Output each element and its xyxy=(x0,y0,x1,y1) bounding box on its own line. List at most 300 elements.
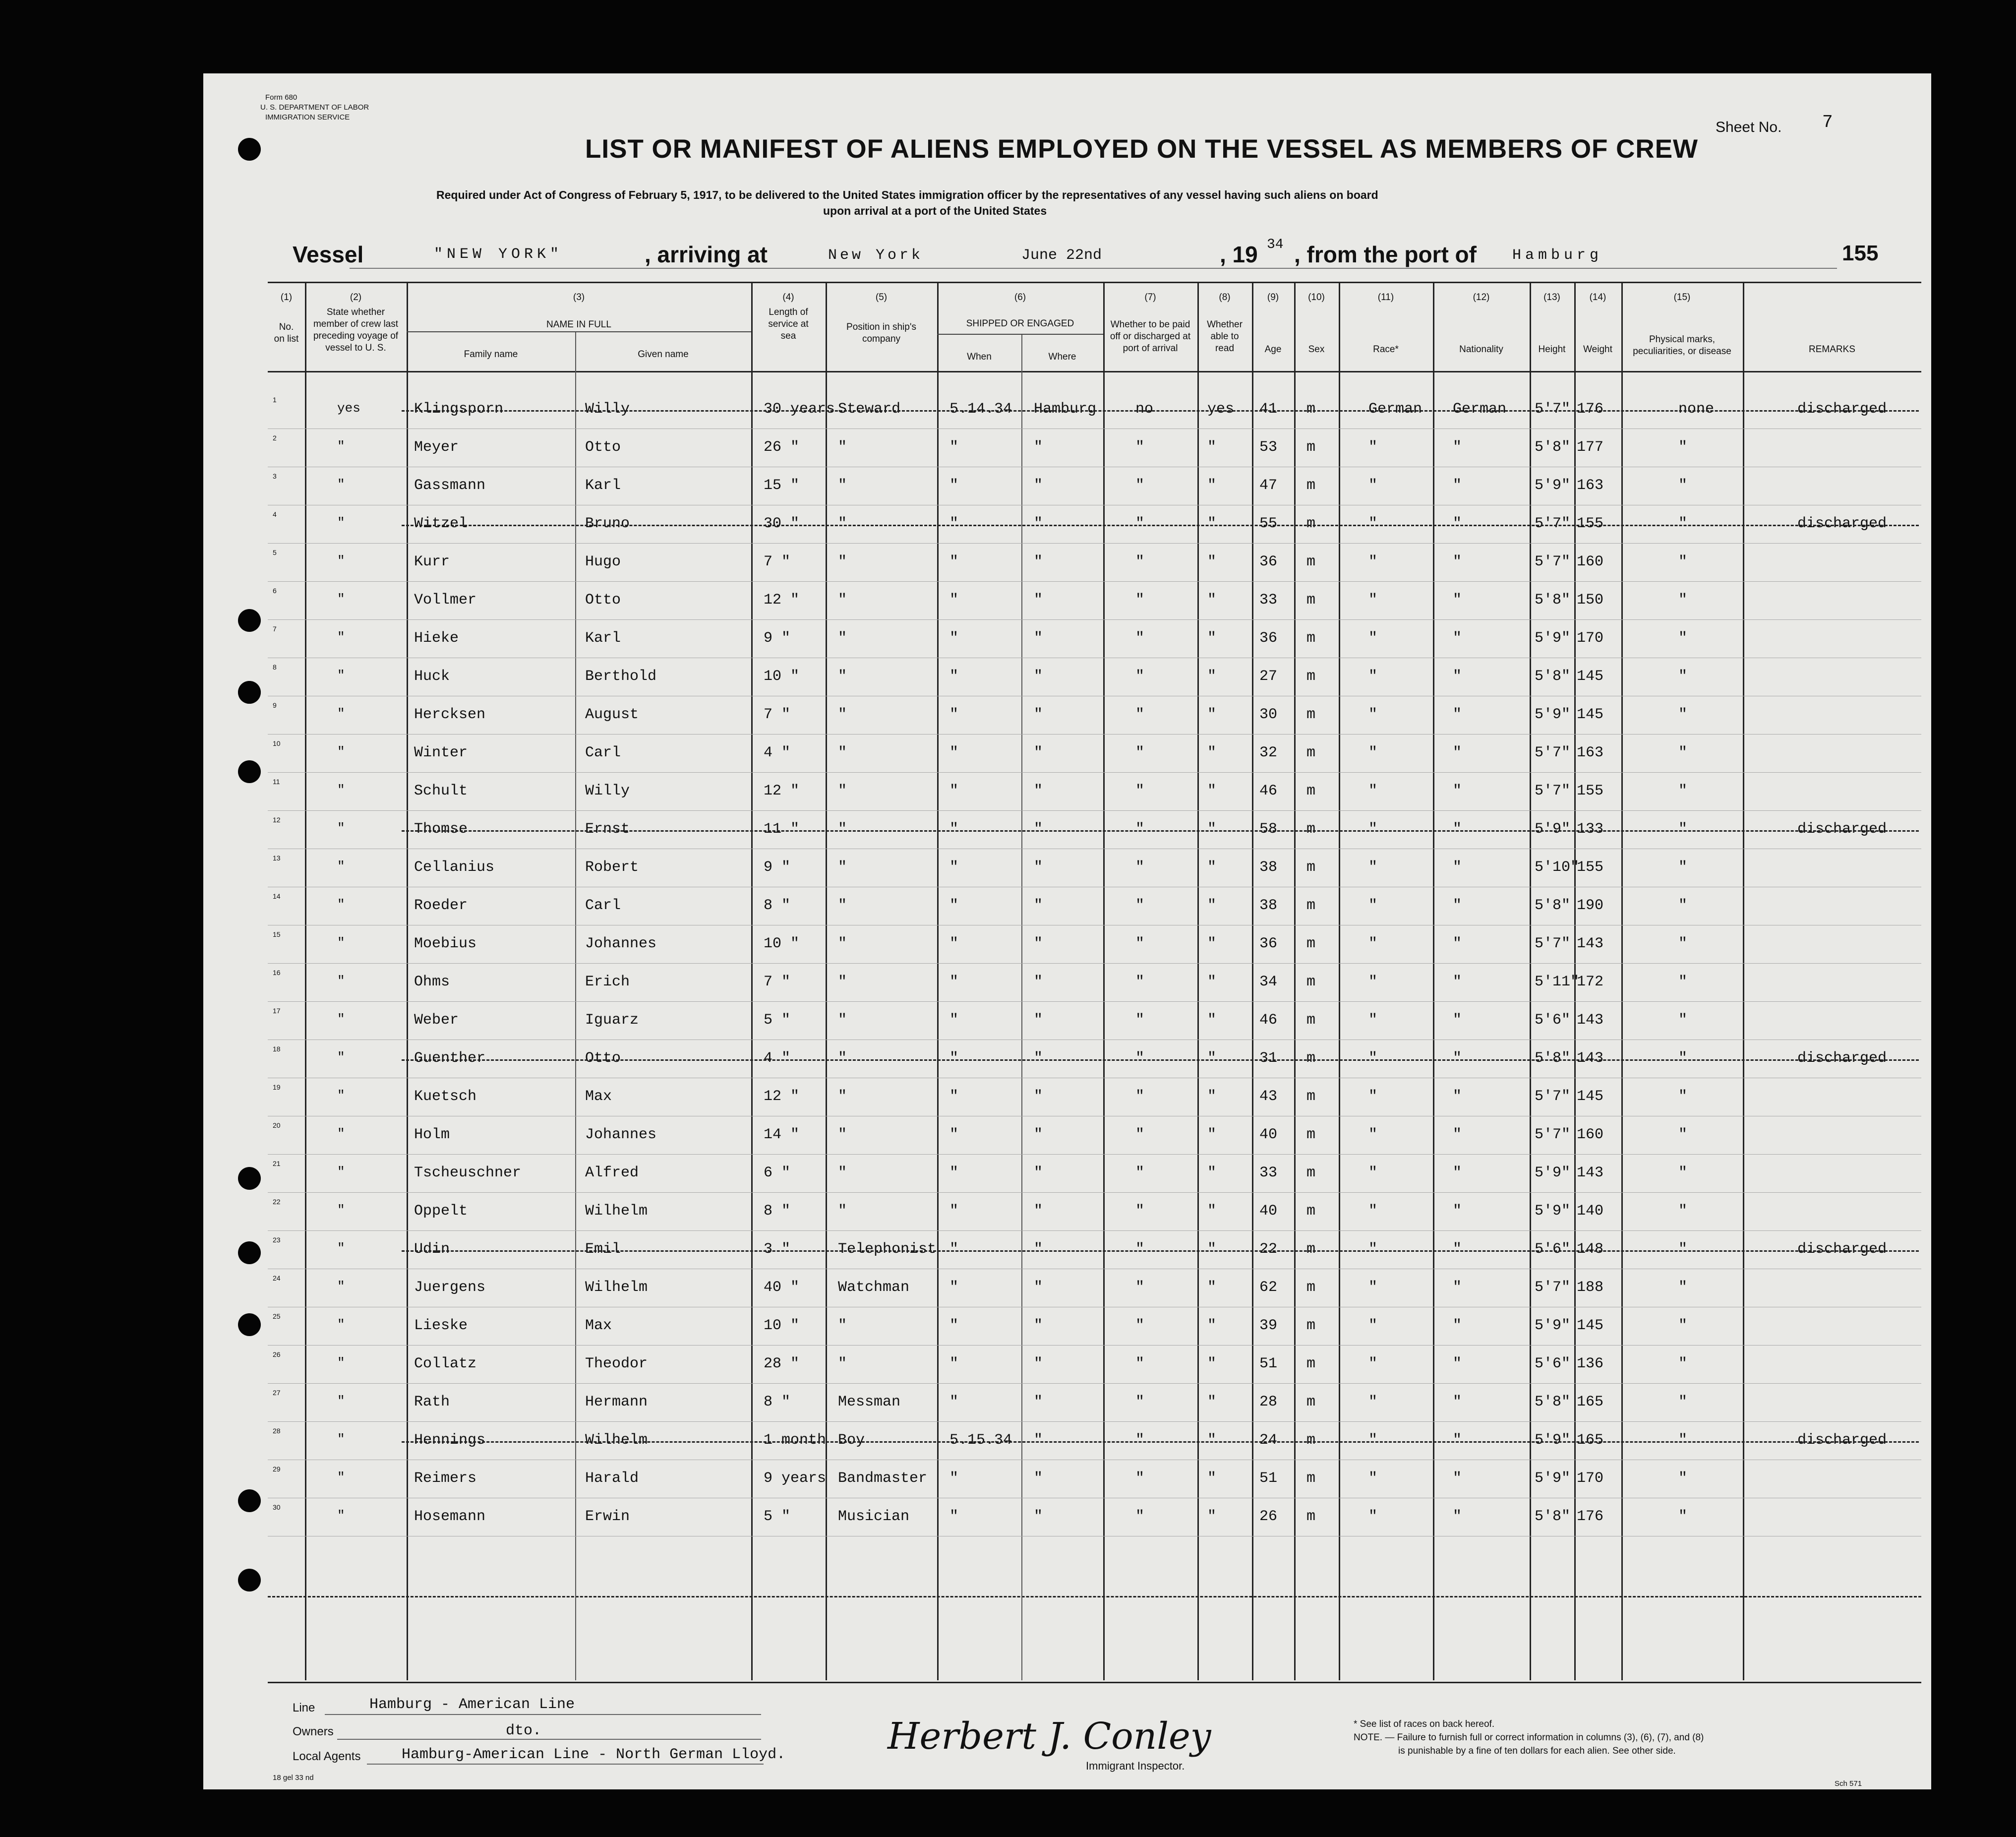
cell-length-of-service: 9 " xyxy=(764,859,791,876)
cell-position: " xyxy=(838,1088,847,1105)
cell-physical-marks: " xyxy=(1678,1470,1688,1487)
cell-age: 31 xyxy=(1259,1050,1278,1067)
cell-sex: m xyxy=(1306,592,1316,609)
cell-race: " xyxy=(1368,1279,1378,1296)
cell-weight: 133 xyxy=(1577,821,1604,838)
cell-age: 22 xyxy=(1259,1241,1278,1258)
col14-header: Weight xyxy=(1583,344,1612,355)
cell-paid-off: " xyxy=(1135,477,1145,494)
cell-nationality: " xyxy=(1453,1432,1462,1449)
cell-shipped-where: " xyxy=(1034,1508,1043,1525)
cell-sex: m xyxy=(1306,1126,1316,1143)
cell-nationality: " xyxy=(1453,783,1462,799)
cell-shipped-when: 5.15.34 xyxy=(949,1432,1012,1449)
cell-prev-voyage: " xyxy=(337,935,345,950)
cell-physical-marks: " xyxy=(1678,1317,1688,1334)
cell-row-number: 23 xyxy=(273,1236,281,1244)
cell-row-number: 29 xyxy=(273,1465,281,1473)
cell-length-of-service: 10 " xyxy=(764,1317,800,1334)
form-number: Form 680 xyxy=(265,93,297,102)
cell-given-name: Hermann xyxy=(585,1394,648,1410)
cell-given-name: Wilhelm xyxy=(585,1203,648,1220)
cell-paid-off: " xyxy=(1135,897,1145,914)
cell-weight: 172 xyxy=(1577,974,1604,990)
punch-hole xyxy=(238,1313,261,1336)
cell-physical-marks: " xyxy=(1678,668,1688,685)
cell-race: " xyxy=(1368,1126,1378,1143)
cell-length-of-service: 11 " xyxy=(764,821,800,838)
cell-race: " xyxy=(1368,1394,1378,1410)
cell-height: 5'8" xyxy=(1535,1508,1571,1525)
cell-weight: 176 xyxy=(1577,401,1604,418)
cell-shipped-where: " xyxy=(1034,1088,1043,1105)
cell-shipped-when: " xyxy=(949,1279,959,1296)
cell-paid-off: " xyxy=(1135,1088,1145,1105)
arriving-label: , arriving at xyxy=(645,242,768,267)
table-row xyxy=(268,1231,1921,1269)
col15-header: Physical marks, peculiarities, or disease xyxy=(1633,334,1731,357)
cell-sex: m xyxy=(1306,1470,1316,1487)
cell-weight: 170 xyxy=(1577,630,1604,647)
arrival-date: June 22nd xyxy=(1021,247,1102,264)
strikethrough-line xyxy=(402,1441,1919,1443)
cell-remarks: discharged xyxy=(1797,401,1887,418)
cell-position: " xyxy=(838,1012,847,1029)
punch-hole xyxy=(238,760,261,783)
cell-prev-voyage: " xyxy=(337,859,345,874)
cell-shipped-where: " xyxy=(1034,1394,1043,1410)
cell-sex: m xyxy=(1306,1241,1316,1258)
strikethrough-line xyxy=(402,525,1919,526)
cell-physical-marks: " xyxy=(1678,1394,1688,1410)
cell-able-to-read: " xyxy=(1207,1241,1217,1258)
cell-given-name: Otto xyxy=(585,439,621,456)
cell-given-name: Karl xyxy=(585,630,621,647)
cell-physical-marks: " xyxy=(1678,935,1688,952)
cell-able-to-read: " xyxy=(1207,1050,1217,1067)
year-suffix: 34 xyxy=(1267,237,1284,252)
cell-paid-off: " xyxy=(1135,439,1145,456)
table-row xyxy=(268,505,1921,544)
cell-height: 5'7" xyxy=(1535,783,1571,799)
cell-height: 5'6" xyxy=(1535,1355,1571,1372)
cell-paid-off: " xyxy=(1135,515,1145,532)
cell-given-name: Ernst xyxy=(585,821,630,838)
cell-able-to-read: " xyxy=(1207,592,1217,609)
cell-race: " xyxy=(1368,1203,1378,1220)
cell-row-number: 11 xyxy=(273,778,280,786)
form-title: LIST OR MANIFEST OF ALIENS EMPLOYED ON THE VESSEL AS MEMBERS OF CREW xyxy=(585,134,1699,164)
cell-prev-voyage: " xyxy=(337,1317,345,1332)
shipped-where-header: Where xyxy=(1048,352,1076,362)
manifest-sheet xyxy=(203,73,1931,1789)
cell-length-of-service: 5 " xyxy=(764,1508,791,1525)
cell-age: 33 xyxy=(1259,1164,1278,1181)
cell-nationality: " xyxy=(1453,1508,1462,1525)
cell-race: " xyxy=(1368,897,1378,914)
cell-position: " xyxy=(838,1203,847,1220)
cell-given-name: Otto xyxy=(585,1050,621,1067)
cell-family-name: Udin xyxy=(414,1241,450,1258)
cell-paid-off: " xyxy=(1135,859,1145,876)
cell-shipped-when: " xyxy=(949,1088,959,1105)
cell-row-number: 1 xyxy=(273,396,277,404)
cell-race: " xyxy=(1368,1012,1378,1029)
col6-number: (6) xyxy=(1014,292,1026,303)
cell-age: 46 xyxy=(1259,1012,1278,1029)
cell-shipped-where: " xyxy=(1034,553,1043,570)
header-bottom-rule xyxy=(268,371,1921,372)
cell-shipped-when: " xyxy=(949,744,959,761)
cell-race: " xyxy=(1368,477,1378,494)
cell-sex: m xyxy=(1306,744,1316,761)
cell-family-name: Hieke xyxy=(414,630,459,647)
cell-length-of-service: 30 years xyxy=(764,401,835,418)
table-row xyxy=(268,1346,1921,1384)
cell-physical-marks: " xyxy=(1678,439,1688,456)
cell-age: 51 xyxy=(1259,1355,1278,1372)
agents-underline xyxy=(367,1764,764,1765)
cell-position: " xyxy=(838,592,847,609)
cell-height: 5'7" xyxy=(1535,401,1571,418)
shipped-when-header: When xyxy=(967,352,992,362)
cell-weight: 163 xyxy=(1577,744,1604,761)
schedule-code: Sch 571 xyxy=(1835,1779,1862,1788)
cell-physical-marks: " xyxy=(1678,783,1688,799)
cell-shipped-when: " xyxy=(949,706,959,723)
cell-prev-voyage: " xyxy=(337,477,345,492)
cell-family-name: Collatz xyxy=(414,1355,477,1372)
cell-shipped-when: " xyxy=(949,1355,959,1372)
cell-nationality: " xyxy=(1453,1241,1462,1258)
form-subtitle-line2: upon arrival at a port of the United States xyxy=(823,204,1047,217)
table-row xyxy=(268,811,1921,849)
cell-shipped-when: " xyxy=(949,477,959,494)
cell-shipped-where: " xyxy=(1034,897,1043,914)
cell-family-name: Gassmann xyxy=(414,477,486,494)
cell-family-name: Roeder xyxy=(414,897,468,914)
cell-height: 5'8" xyxy=(1535,668,1571,685)
cell-age: 24 xyxy=(1259,1432,1278,1449)
cell-height: 5'7" xyxy=(1535,1088,1571,1105)
cell-height: 5'9" xyxy=(1535,477,1571,494)
cell-nationality: German xyxy=(1453,401,1507,418)
cell-age: 28 xyxy=(1259,1394,1278,1410)
service-name: IMMIGRATION SERVICE xyxy=(265,113,350,122)
line-label: Line xyxy=(293,1701,315,1715)
cell-race: " xyxy=(1368,439,1378,456)
cell-age: 55 xyxy=(1259,515,1278,532)
cell-prev-voyage: " xyxy=(337,1012,345,1027)
cell-remarks: discharged xyxy=(1797,821,1887,838)
cell-weight: 190 xyxy=(1577,897,1604,914)
col13-number: (13) xyxy=(1543,292,1560,303)
cell-sex: m xyxy=(1306,859,1316,876)
cell-shipped-when: " xyxy=(949,1394,959,1410)
cell-height: 5'9" xyxy=(1535,1317,1571,1334)
cell-family-name: Moebius xyxy=(414,935,477,952)
cell-given-name: August xyxy=(585,706,639,723)
cell-family-name: Kurr xyxy=(414,553,450,570)
cell-age: 38 xyxy=(1259,859,1278,876)
cell-paid-off: " xyxy=(1135,935,1145,952)
cell-physical-marks: " xyxy=(1678,974,1688,990)
punch-hole xyxy=(238,1167,261,1190)
cell-sex: m xyxy=(1306,1355,1316,1372)
cell-physical-marks: " xyxy=(1678,1203,1688,1220)
cell-shipped-when: " xyxy=(949,553,959,570)
cell-prev-voyage: " xyxy=(337,1432,345,1447)
col1-number: (1) xyxy=(280,292,293,303)
cell-length-of-service: 4 " xyxy=(764,1050,791,1067)
cell-nationality: " xyxy=(1453,974,1462,990)
cell-length-of-service: 6 " xyxy=(764,1164,791,1181)
cell-sex: m xyxy=(1306,821,1316,838)
cell-race: " xyxy=(1368,1241,1378,1258)
cell-row-number: 18 xyxy=(273,1045,281,1053)
cell-prev-voyage: " xyxy=(337,1508,345,1523)
cell-length-of-service: 10 " xyxy=(764,668,800,685)
cell-shipped-where: " xyxy=(1034,1470,1043,1487)
cell-race: " xyxy=(1368,1355,1378,1372)
cell-row-number: 9 xyxy=(273,701,277,709)
cell-weight: 145 xyxy=(1577,1088,1604,1105)
table-row xyxy=(268,391,1921,429)
cell-family-name: Meyer xyxy=(414,439,459,456)
cell-prev-voyage: " xyxy=(337,1241,345,1256)
cell-sex: m xyxy=(1306,1279,1316,1296)
cell-length-of-service: 40 " xyxy=(764,1279,800,1296)
sheet-label: Sheet No. xyxy=(1716,119,1782,135)
cell-sex: m xyxy=(1306,668,1316,685)
owners-label: Owners xyxy=(293,1725,334,1738)
cell-position: Telephonist xyxy=(838,1241,937,1258)
col15-number: (15) xyxy=(1673,292,1691,303)
cell-length-of-service: 7 " xyxy=(764,706,791,723)
cell-age: 40 xyxy=(1259,1203,1278,1220)
cell-position: " xyxy=(838,974,847,990)
cell-prev-voyage: " xyxy=(337,668,345,683)
cell-race: " xyxy=(1368,1317,1378,1334)
cell-given-name: Erich xyxy=(585,974,630,990)
from-port: Hamburg xyxy=(1512,247,1603,264)
cell-shipped-where: " xyxy=(1034,477,1043,494)
cell-physical-marks: " xyxy=(1678,1355,1688,1372)
cell-row-number: 21 xyxy=(273,1160,281,1167)
from-port-label: , from the port of xyxy=(1294,242,1477,267)
cell-shipped-when: 5.14.34 xyxy=(949,401,1012,418)
cell-family-name: Holm xyxy=(414,1126,450,1143)
cell-able-to-read: " xyxy=(1207,1203,1217,1220)
cell-family-name: Hosemann xyxy=(414,1508,486,1525)
cell-age: 26 xyxy=(1259,1508,1278,1525)
table-row xyxy=(268,1307,1921,1346)
cell-height: 5'11" xyxy=(1535,974,1580,990)
punch-hole xyxy=(238,1241,261,1264)
cell-given-name: Berthold xyxy=(585,668,657,685)
cell-physical-marks: " xyxy=(1678,1164,1688,1181)
cell-sex: m xyxy=(1306,1050,1316,1067)
cell-paid-off: " xyxy=(1135,1050,1145,1067)
cell-shipped-when: " xyxy=(949,515,959,532)
cell-shipped-when: " xyxy=(949,783,959,799)
cell-shipped-where: " xyxy=(1034,974,1043,990)
cell-row-number: 12 xyxy=(273,816,281,824)
cell-length-of-service: 1 month xyxy=(764,1432,827,1449)
cell-height: 5'8" xyxy=(1535,1394,1571,1410)
cell-age: 32 xyxy=(1259,744,1278,761)
cell-able-to-read: " xyxy=(1207,668,1217,685)
cell-nationality: " xyxy=(1453,477,1462,494)
cell-nationality: " xyxy=(1453,1126,1462,1143)
cell-given-name: Harald xyxy=(585,1470,639,1487)
table-row xyxy=(268,467,1921,505)
col12-header: Nationality xyxy=(1459,344,1503,355)
cell-position: " xyxy=(838,859,847,876)
cell-family-name: Rath xyxy=(414,1394,450,1410)
cell-nationality: " xyxy=(1453,1203,1462,1220)
col8-number: (8) xyxy=(1219,292,1231,303)
cell-height: 5'9" xyxy=(1535,821,1571,838)
cell-race: " xyxy=(1368,859,1378,876)
remarks-header: REMARKS xyxy=(1809,344,1855,355)
cell-position: Watchman xyxy=(838,1279,910,1296)
cell-length-of-service: 14 " xyxy=(764,1126,800,1143)
cell-paid-off: no xyxy=(1135,401,1154,418)
cell-prev-voyage: " xyxy=(337,1164,345,1179)
cell-able-to-read: " xyxy=(1207,439,1217,456)
cell-paid-off: " xyxy=(1135,1394,1145,1410)
cell-family-name: Schult xyxy=(414,783,468,799)
cell-nationality: " xyxy=(1453,744,1462,761)
table-row xyxy=(268,429,1921,467)
cell-length-of-service: 12 " xyxy=(764,783,800,799)
cell-nationality: " xyxy=(1453,1050,1462,1067)
cell-family-name: Winter xyxy=(414,744,468,761)
cell-race: " xyxy=(1368,706,1378,723)
penalty-note-line2: is punishable by a fine of ten dollars for each alien. See other side. xyxy=(1398,1746,1676,1756)
cell-shipped-where: " xyxy=(1034,1355,1043,1372)
cell-row-number: 7 xyxy=(273,625,277,633)
cell-age: 40 xyxy=(1259,1126,1278,1143)
punch-hole xyxy=(238,138,261,161)
cell-row-number: 8 xyxy=(273,663,277,671)
cell-shipped-when: " xyxy=(949,630,959,647)
cell-given-name: Max xyxy=(585,1317,612,1334)
family-name-header: Family name xyxy=(464,349,518,360)
cell-paid-off: " xyxy=(1135,821,1145,838)
cell-family-name: Ohms xyxy=(414,974,450,990)
cell-family-name: Reimers xyxy=(414,1470,477,1487)
cell-height: 5'6" xyxy=(1535,1012,1571,1029)
cell-shipped-when: " xyxy=(949,1126,959,1143)
cell-paid-off: " xyxy=(1135,1203,1145,1220)
cell-length-of-service: 10 " xyxy=(764,935,800,952)
cell-shipped-where: " xyxy=(1034,515,1043,532)
cell-position: Boy xyxy=(838,1432,865,1449)
cell-prev-voyage: " xyxy=(337,706,345,721)
cell-row-number: 4 xyxy=(273,510,277,518)
line-underline xyxy=(325,1714,761,1715)
cell-given-name: Willy xyxy=(585,401,630,418)
cell-position: Musician xyxy=(838,1508,910,1525)
cell-position: " xyxy=(838,553,847,570)
cell-length-of-service: 26 " xyxy=(764,439,800,456)
cell-sex: m xyxy=(1306,897,1316,914)
cell-given-name: Otto xyxy=(585,592,621,609)
cell-race: " xyxy=(1368,783,1378,799)
cell-able-to-read: " xyxy=(1207,1126,1217,1143)
cell-position: Messman xyxy=(838,1394,901,1410)
table-row xyxy=(268,1193,1921,1231)
cell-weight: 165 xyxy=(1577,1394,1604,1410)
penalty-note-line1: NOTE. — Failure to furnish full or correct information in columns (3), (6), (7), and (8) xyxy=(1354,1732,1704,1743)
cell-family-name: Hercksen xyxy=(414,706,486,723)
cell-shipped-when: " xyxy=(949,821,959,838)
cell-weight: 143 xyxy=(1577,1164,1604,1181)
year-prefix: , 19 xyxy=(1220,242,1258,267)
cell-sex: m xyxy=(1306,1088,1316,1105)
given-name-header: Given name xyxy=(638,349,689,360)
cell-shipped-where: " xyxy=(1034,783,1043,799)
cell-height: 5'8" xyxy=(1535,592,1571,609)
table-row xyxy=(268,1116,1921,1155)
cell-sex: m xyxy=(1306,935,1316,952)
cell-race: " xyxy=(1368,592,1378,609)
cell-physical-marks: " xyxy=(1678,630,1688,647)
cell-height: 5'9" xyxy=(1535,1203,1571,1220)
cell-length-of-service: 7 " xyxy=(764,974,791,990)
table-row xyxy=(268,582,1921,620)
cell-height: 5'9" xyxy=(1535,706,1571,723)
cell-age: 27 xyxy=(1259,668,1278,685)
cell-shipped-where: " xyxy=(1034,1164,1043,1181)
cell-family-name: Kuetsch xyxy=(414,1088,477,1105)
cell-shipped-where: " xyxy=(1034,439,1043,456)
cell-shipped-when: " xyxy=(949,935,959,952)
cell-shipped-when: " xyxy=(949,1241,959,1258)
cell-height: 5'7" xyxy=(1535,744,1571,761)
cell-position: Steward xyxy=(838,401,901,418)
col2-header: State whether member of crew last preceding voyage of vessel to U. S. xyxy=(313,307,399,353)
cell-height: 5'7" xyxy=(1535,935,1571,952)
cell-prev-voyage: " xyxy=(337,1355,345,1370)
cell-paid-off: " xyxy=(1135,1012,1145,1029)
cell-height: 5'9" xyxy=(1535,1470,1571,1487)
cell-weight: 177 xyxy=(1577,439,1604,456)
cell-weight: 176 xyxy=(1577,1508,1604,1525)
cell-shipped-when: " xyxy=(949,439,959,456)
cell-position: " xyxy=(838,1126,847,1143)
cell-length-of-service: 9 " xyxy=(764,630,791,647)
cell-able-to-read: " xyxy=(1207,706,1217,723)
cell-physical-marks: " xyxy=(1678,1126,1688,1143)
cell-physical-marks: none xyxy=(1678,401,1715,418)
cell-age: 33 xyxy=(1259,592,1278,609)
cell-nationality: " xyxy=(1453,1355,1462,1372)
cell-weight: 160 xyxy=(1577,553,1604,570)
cell-length-of-service: 8 " xyxy=(764,897,791,914)
cell-prev-voyage: " xyxy=(337,897,345,912)
cell-able-to-read: " xyxy=(1207,630,1217,647)
col6-header: SHIPPED OR ENGAGED xyxy=(966,318,1074,329)
cell-sex: m xyxy=(1306,1012,1316,1029)
cell-nationality: " xyxy=(1453,935,1462,952)
cell-row-number: 5 xyxy=(273,549,277,556)
cell-able-to-read: " xyxy=(1207,1012,1217,1029)
table-row xyxy=(268,964,1921,1002)
cell-age: 47 xyxy=(1259,477,1278,494)
